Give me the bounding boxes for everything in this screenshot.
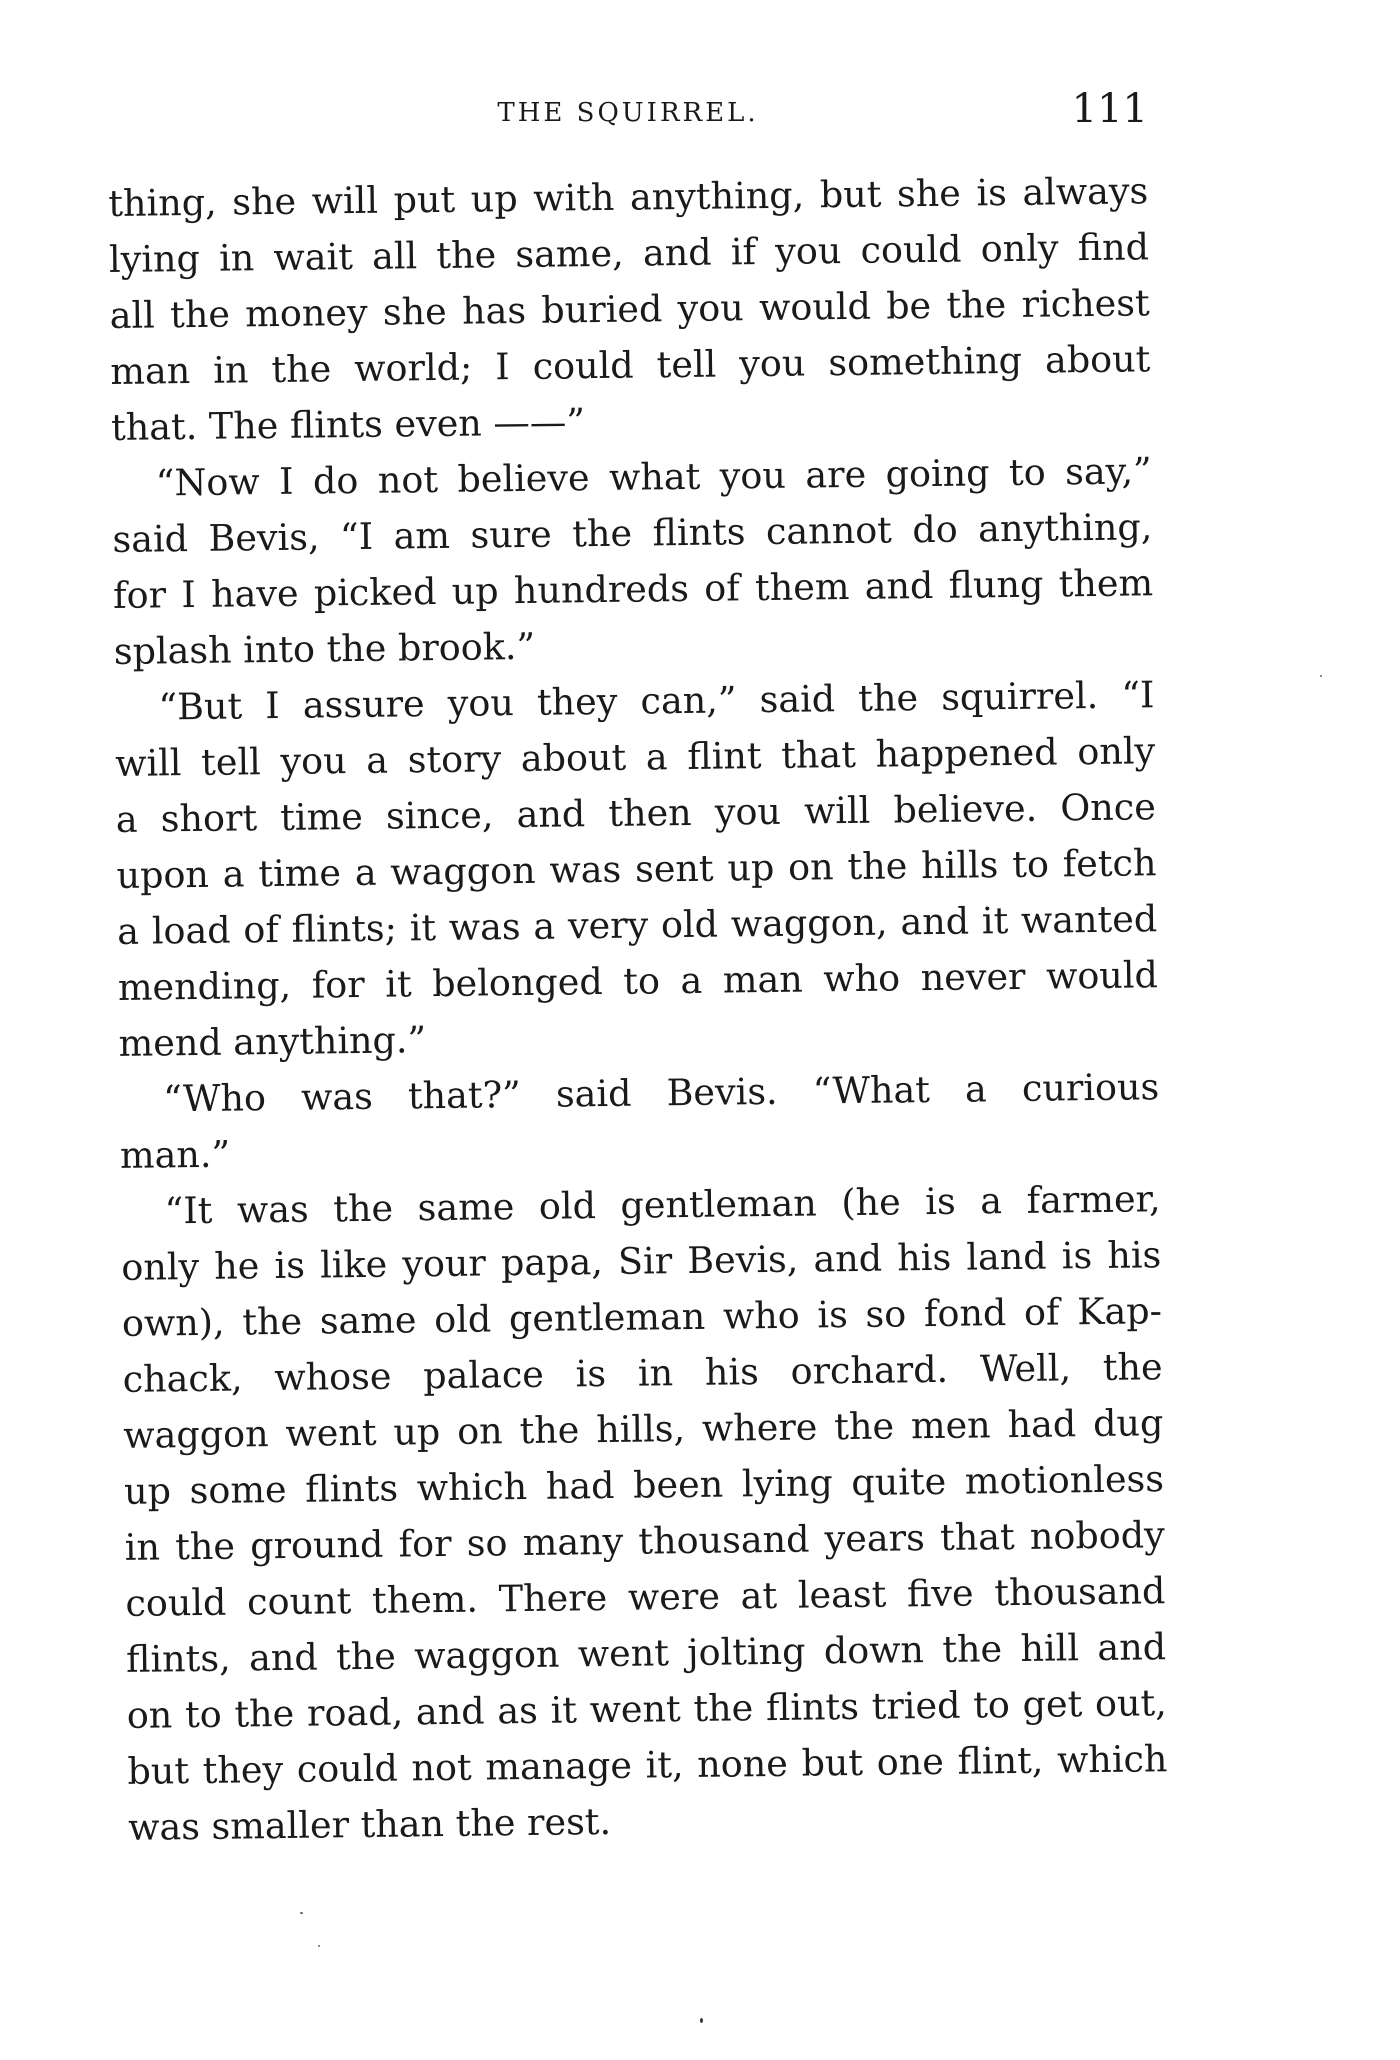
text-line: a short time since, and then you will believe. Once: [115, 785, 1157, 841]
text-line: man in the world; I could tell you something about: [110, 337, 1151, 393]
text-line: splash into the brook.”: [113, 624, 536, 673]
paragraph-start-line: “Now I do not believe what you are going to say,”: [155, 449, 1152, 505]
running-title: THE SQUIRREL.: [497, 98, 759, 128]
text-line: lying in wait all the same, and if you could only find: [108, 225, 1150, 281]
text-line: only he is like your papa, Sir Bevis, and his land is his: [121, 1233, 1162, 1289]
text-line: upon a time a waggon was sent up on the hills to fetch: [116, 841, 1157, 897]
text-line: all the money she has buried you would be the richest: [109, 281, 1150, 337]
paper-speck: [1320, 675, 1322, 677]
text-line: was smaller than the rest.: [127, 1799, 612, 1849]
body-text: [108, 163, 1168, 1856]
paragraph-start-line: “It was the same old gentleman (he is a farmer,: [164, 1177, 1161, 1233]
text-line: thing, she will put up with anything, but she is always: [108, 169, 1149, 225]
text-line: up some flints which had been lying quite motionless: [123, 1457, 1165, 1513]
text-line: man.”: [119, 1132, 231, 1177]
paper-speck: [700, 2018, 703, 2023]
page-number: 111: [1071, 86, 1148, 132]
text-line: mending, for it belonged to a man who never would: [117, 953, 1159, 1009]
text-line: said Bevis, “I am sure the flints cannot do anything,: [112, 505, 1153, 561]
text-line: waggon went up on the hills, where the men had dug: [123, 1401, 1164, 1457]
paragraph-start-line: “Who was that?” said Bevis. “What a curious: [163, 1065, 1160, 1121]
paragraph-start-line: “But I assure you they can,” said the squirrel. “I: [158, 673, 1155, 729]
paper-speck: [300, 1912, 303, 1914]
text-line: could count them. There were at least five thousand: [125, 1569, 1166, 1625]
text-line: that. The flints even ——”: [110, 400, 586, 449]
text-line: for I have picked up hundreds of them and flung them: [112, 561, 1154, 617]
text-line: in the ground for so many thousand years that nobody: [124, 1513, 1165, 1569]
text-line: mend anything.”: [118, 1018, 427, 1065]
text-line: a load of flints; it was a very old waggon, and it wanted: [116, 897, 1158, 953]
text-line: will tell you a story about a flint that happened only: [114, 729, 1156, 785]
text-line: chack, whose palace is in his orchard. Well, the: [122, 1345, 1163, 1401]
text-line: own), the same old gentleman who is so fond of Kap-: [121, 1289, 1163, 1345]
text-line: on to the road, and as it went the flints tried to get out,: [126, 1681, 1167, 1737]
text-line: flints, and the waggon went jolting down the hill and: [125, 1625, 1167, 1681]
text-line: but they could not manage it, none but one flint, which: [127, 1737, 1168, 1793]
running-head: [108, 86, 1148, 146]
paper-speck: [318, 1945, 320, 1947]
